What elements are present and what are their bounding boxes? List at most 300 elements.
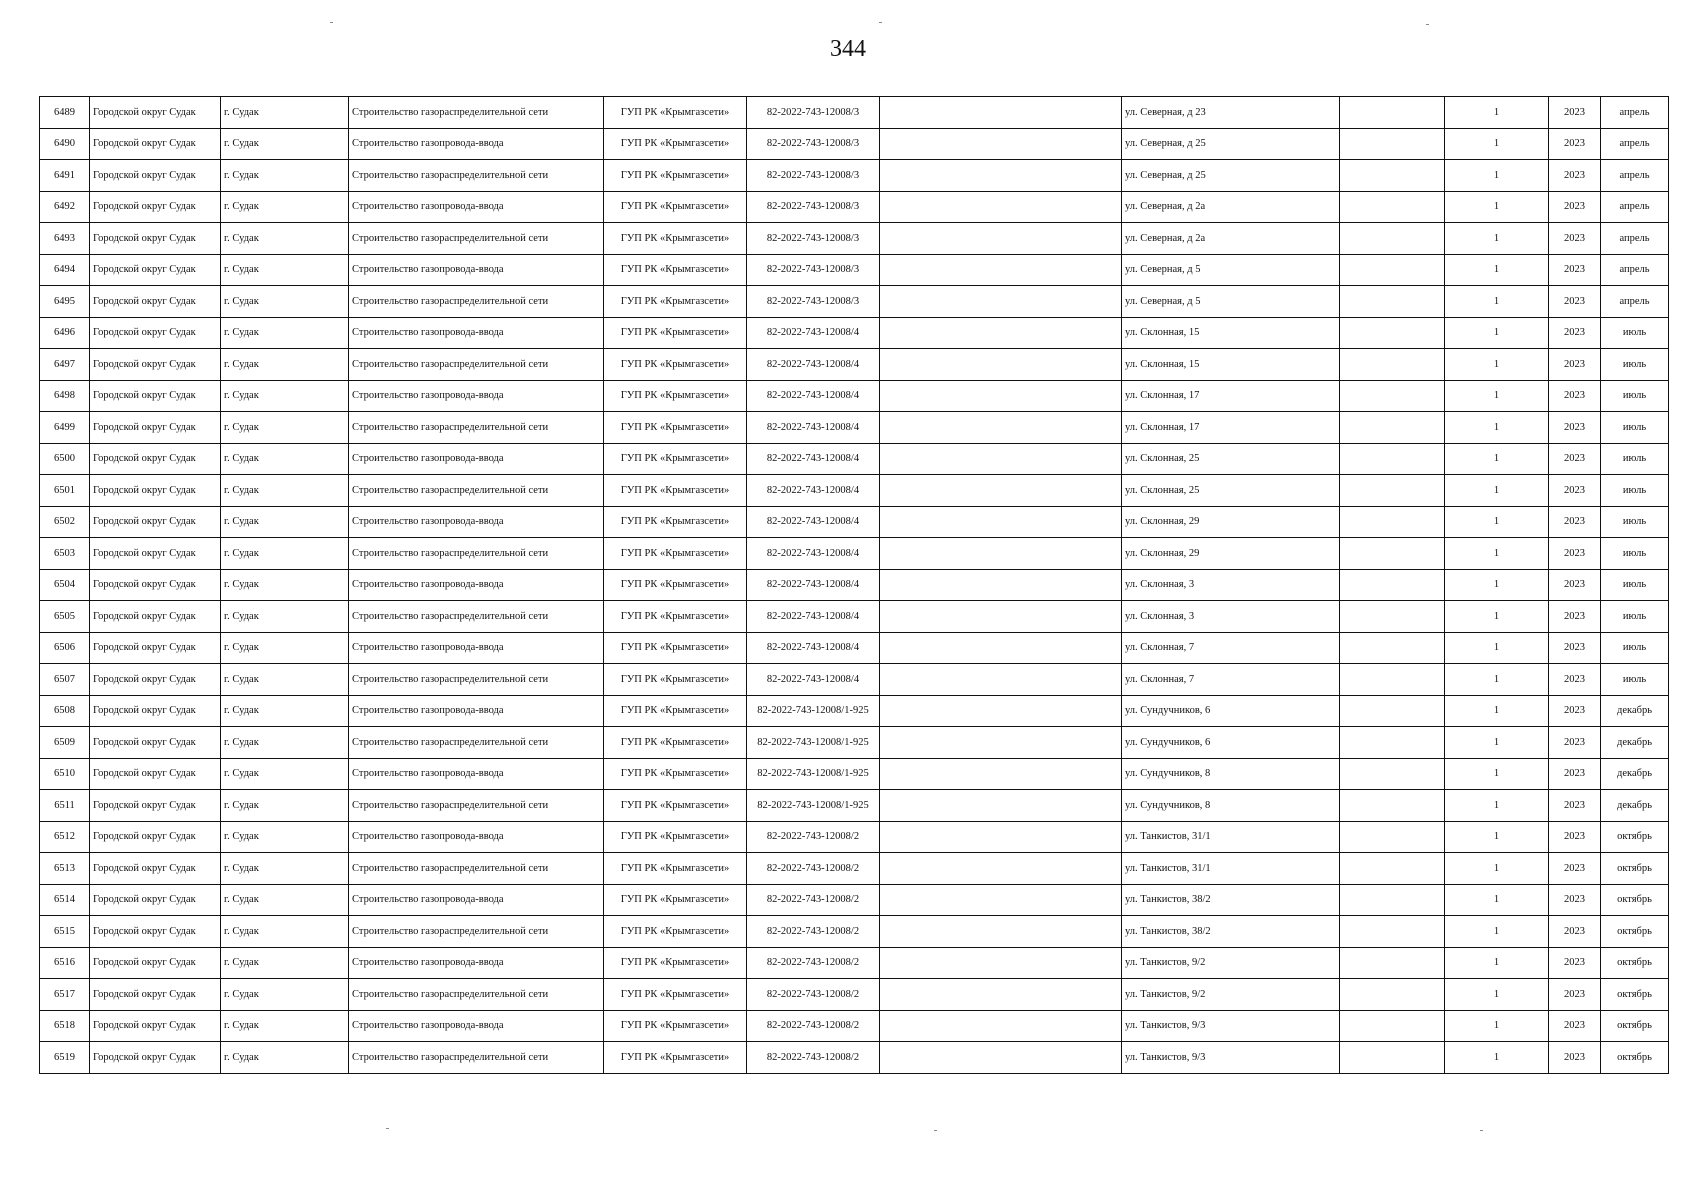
- address-cell: ул. Склонная, 17: [1122, 380, 1340, 412]
- project-code-cell: 82-2022-743-12008/2: [747, 1042, 880, 1074]
- quantity-cell: 1: [1445, 1010, 1549, 1042]
- address-cell: ул. Склонная, 29: [1122, 506, 1340, 538]
- extra-cell: [1340, 191, 1445, 223]
- address-cell: ул. Танкистов, 9/2: [1122, 947, 1340, 979]
- month-cell: октябрь: [1601, 853, 1669, 885]
- quantity-cell: 1: [1445, 695, 1549, 727]
- year-cell: 2023: [1549, 286, 1601, 318]
- quantity-cell: 1: [1445, 349, 1549, 381]
- organization-cell: ГУП РК «Крымгазсети»: [604, 538, 747, 570]
- project-code-cell: 82-2022-743-12008/2: [747, 947, 880, 979]
- project-code-cell: 82-2022-743-12008/2: [747, 821, 880, 853]
- page-number: 344: [830, 36, 866, 62]
- organization-cell: ГУП РК «Крымгазсети»: [604, 727, 747, 759]
- work-type-cell: Строительство газопровода-ввода: [349, 758, 604, 790]
- row-number: 6509: [40, 727, 90, 759]
- table-row: [40, 160, 1669, 192]
- month-cell: апрель: [1601, 191, 1669, 223]
- municipality-cell: Городской округ Судак: [90, 695, 221, 727]
- row-number: 6490: [40, 128, 90, 160]
- month-cell: июль: [1601, 538, 1669, 570]
- quantity-cell: 1: [1445, 538, 1549, 570]
- table-row: [40, 443, 1669, 475]
- month-cell: октябрь: [1601, 884, 1669, 916]
- work-type-cell: Строительство газопровода-ввода: [349, 191, 604, 223]
- table-row: [40, 695, 1669, 727]
- table-row: [40, 601, 1669, 633]
- extra-cell: [1340, 853, 1445, 885]
- work-type-cell: Строительство газораспределительной сети: [349, 790, 604, 822]
- note-cell: [880, 979, 1122, 1011]
- month-cell: июль: [1601, 569, 1669, 601]
- note-cell: [880, 664, 1122, 696]
- quantity-cell: 1: [1445, 947, 1549, 979]
- organization-cell: ГУП РК «Крымгазсети»: [604, 947, 747, 979]
- table-row: [40, 884, 1669, 916]
- work-type-cell: Строительство газопровода-ввода: [349, 947, 604, 979]
- month-cell: июль: [1601, 601, 1669, 633]
- organization-cell: ГУП РК «Крымгазсети»: [604, 254, 747, 286]
- address-cell: ул. Склонная, 7: [1122, 664, 1340, 696]
- month-cell: декабрь: [1601, 695, 1669, 727]
- note-cell: [880, 380, 1122, 412]
- row-number: 6503: [40, 538, 90, 570]
- project-code-cell: 82-2022-743-12008/1-925: [747, 727, 880, 759]
- scan-speck: [330, 22, 333, 23]
- register-body: [40, 97, 1669, 1074]
- quantity-cell: 1: [1445, 601, 1549, 633]
- locality-cell: г. Судак: [221, 506, 349, 538]
- table-row: [40, 916, 1669, 948]
- address-cell: ул. Танкистов, 38/2: [1122, 884, 1340, 916]
- table-row: [40, 979, 1669, 1011]
- row-number: 6489: [40, 97, 90, 129]
- organization-cell: ГУП РК «Крымгазсети»: [604, 632, 747, 664]
- work-type-cell: Строительство газораспределительной сети: [349, 286, 604, 318]
- extra-cell: [1340, 380, 1445, 412]
- note-cell: [880, 884, 1122, 916]
- extra-cell: [1340, 758, 1445, 790]
- locality-cell: г. Судак: [221, 223, 349, 255]
- year-cell: 2023: [1549, 569, 1601, 601]
- municipality-cell: Городской округ Судак: [90, 254, 221, 286]
- quantity-cell: 1: [1445, 727, 1549, 759]
- organization-cell: ГУП РК «Крымгазсети»: [604, 695, 747, 727]
- address-cell: ул. Склонная, 25: [1122, 475, 1340, 507]
- locality-cell: г. Судак: [221, 790, 349, 822]
- organization-cell: ГУП РК «Крымгазсети»: [604, 664, 747, 696]
- locality-cell: г. Судак: [221, 695, 349, 727]
- row-number: 6494: [40, 254, 90, 286]
- row-number: 6507: [40, 664, 90, 696]
- row-number: 6493: [40, 223, 90, 255]
- project-code-cell: 82-2022-743-12008/4: [747, 380, 880, 412]
- extra-cell: [1340, 286, 1445, 318]
- extra-cell: [1340, 412, 1445, 444]
- work-type-cell: Строительство газораспределительной сети: [349, 349, 604, 381]
- note-cell: [880, 758, 1122, 790]
- year-cell: 2023: [1549, 349, 1601, 381]
- address-cell: ул. Танкистов, 9/3: [1122, 1042, 1340, 1074]
- table-row: [40, 1010, 1669, 1042]
- locality-cell: г. Судак: [221, 947, 349, 979]
- row-number: 6513: [40, 853, 90, 885]
- project-code-cell: 82-2022-743-12008/4: [747, 538, 880, 570]
- municipality-cell: Городской округ Судак: [90, 286, 221, 318]
- organization-cell: ГУП РК «Крымгазсети»: [604, 979, 747, 1011]
- work-type-cell: Строительство газораспределительной сети: [349, 1042, 604, 1074]
- year-cell: 2023: [1549, 790, 1601, 822]
- organization-cell: ГУП РК «Крымгазсети»: [604, 475, 747, 507]
- address-cell: ул. Танкистов, 9/3: [1122, 1010, 1340, 1042]
- work-type-cell: Строительство газопровода-ввода: [349, 821, 604, 853]
- scan-speck: [1480, 1130, 1483, 1131]
- work-type-cell: Строительство газораспределительной сети: [349, 664, 604, 696]
- work-type-cell: Строительство газораспределительной сети: [349, 916, 604, 948]
- locality-cell: г. Судак: [221, 380, 349, 412]
- municipality-cell: Городской округ Судак: [90, 506, 221, 538]
- organization-cell: ГУП РК «Крымгазсети»: [604, 191, 747, 223]
- extra-cell: [1340, 979, 1445, 1011]
- organization-cell: ГУП РК «Крымгазсети»: [604, 506, 747, 538]
- locality-cell: г. Судак: [221, 601, 349, 633]
- municipality-cell: Городской округ Судак: [90, 128, 221, 160]
- address-cell: ул. Северная, д 25: [1122, 128, 1340, 160]
- organization-cell: ГУП РК «Крымгазсети»: [604, 380, 747, 412]
- work-type-cell: Строительство газопровода-ввода: [349, 695, 604, 727]
- note-cell: [880, 317, 1122, 349]
- month-cell: декабрь: [1601, 790, 1669, 822]
- extra-cell: [1340, 223, 1445, 255]
- month-cell: октябрь: [1601, 916, 1669, 948]
- quantity-cell: 1: [1445, 191, 1549, 223]
- organization-cell: ГУП РК «Крымгазсети»: [604, 1042, 747, 1074]
- address-cell: ул. Северная, д 2а: [1122, 223, 1340, 255]
- note-cell: [880, 538, 1122, 570]
- row-number: 6515: [40, 916, 90, 948]
- table-row: [40, 947, 1669, 979]
- locality-cell: г. Судак: [221, 128, 349, 160]
- locality-cell: г. Судак: [221, 632, 349, 664]
- address-cell: ул. Танкистов, 31/1: [1122, 853, 1340, 885]
- note-cell: [880, 506, 1122, 538]
- extra-cell: [1340, 506, 1445, 538]
- row-number: 6505: [40, 601, 90, 633]
- table-row: [40, 569, 1669, 601]
- row-number: 6497: [40, 349, 90, 381]
- locality-cell: г. Судак: [221, 97, 349, 129]
- month-cell: декабрь: [1601, 727, 1669, 759]
- extra-cell: [1340, 695, 1445, 727]
- extra-cell: [1340, 916, 1445, 948]
- extra-cell: [1340, 884, 1445, 916]
- work-type-cell: Строительство газораспределительной сети: [349, 601, 604, 633]
- project-code-cell: 82-2022-743-12008/3: [747, 254, 880, 286]
- year-cell: 2023: [1549, 947, 1601, 979]
- municipality-cell: Городской округ Судак: [90, 1010, 221, 1042]
- row-number: 6498: [40, 380, 90, 412]
- year-cell: 2023: [1549, 695, 1601, 727]
- address-cell: ул. Сундучников, 8: [1122, 790, 1340, 822]
- address-cell: ул. Склонная, 7: [1122, 632, 1340, 664]
- row-number: 6492: [40, 191, 90, 223]
- extra-cell: [1340, 128, 1445, 160]
- year-cell: 2023: [1549, 160, 1601, 192]
- locality-cell: г. Судак: [221, 853, 349, 885]
- year-cell: 2023: [1549, 254, 1601, 286]
- table-row: [40, 191, 1669, 223]
- scan-speck: [879, 22, 882, 23]
- address-cell: ул. Сундучников, 6: [1122, 727, 1340, 759]
- address-cell: ул. Танкистов, 38/2: [1122, 916, 1340, 948]
- note-cell: [880, 475, 1122, 507]
- month-cell: июль: [1601, 380, 1669, 412]
- municipality-cell: Городской округ Судак: [90, 191, 221, 223]
- year-cell: 2023: [1549, 191, 1601, 223]
- quantity-cell: 1: [1445, 506, 1549, 538]
- project-code-cell: 82-2022-743-12008/4: [747, 601, 880, 633]
- table-row: [40, 821, 1669, 853]
- extra-cell: [1340, 538, 1445, 570]
- extra-cell: [1340, 821, 1445, 853]
- row-number: 6511: [40, 790, 90, 822]
- register-table: [39, 96, 1669, 1074]
- row-number: 6495: [40, 286, 90, 318]
- quantity-cell: 1: [1445, 223, 1549, 255]
- municipality-cell: Городской округ Судак: [90, 979, 221, 1011]
- extra-cell: [1340, 475, 1445, 507]
- municipality-cell: Городской округ Судак: [90, 412, 221, 444]
- project-code-cell: 82-2022-743-12008/2: [747, 853, 880, 885]
- project-code-cell: 82-2022-743-12008/3: [747, 160, 880, 192]
- quantity-cell: 1: [1445, 380, 1549, 412]
- extra-cell: [1340, 443, 1445, 475]
- month-cell: июль: [1601, 475, 1669, 507]
- extra-cell: [1340, 1010, 1445, 1042]
- municipality-cell: Городской округ Судак: [90, 97, 221, 129]
- municipality-cell: Городской округ Судак: [90, 853, 221, 885]
- month-cell: апрель: [1601, 223, 1669, 255]
- work-type-cell: Строительство газопровода-ввода: [349, 506, 604, 538]
- month-cell: декабрь: [1601, 758, 1669, 790]
- note-cell: [880, 223, 1122, 255]
- quantity-cell: 1: [1445, 916, 1549, 948]
- project-code-cell: 82-2022-743-12008/4: [747, 664, 880, 696]
- locality-cell: г. Судак: [221, 349, 349, 381]
- municipality-cell: Городской округ Судак: [90, 727, 221, 759]
- note-cell: [880, 128, 1122, 160]
- quantity-cell: 1: [1445, 569, 1549, 601]
- locality-cell: г. Судак: [221, 160, 349, 192]
- organization-cell: ГУП РК «Крымгазсети»: [604, 443, 747, 475]
- extra-cell: [1340, 569, 1445, 601]
- project-code-cell: 82-2022-743-12008/4: [747, 569, 880, 601]
- scan-speck: [1426, 24, 1429, 25]
- work-type-cell: Строительство газопровода-ввода: [349, 632, 604, 664]
- organization-cell: ГУП РК «Крымгазсети»: [604, 601, 747, 633]
- work-type-cell: Строительство газопровода-ввода: [349, 128, 604, 160]
- project-code-cell: 82-2022-743-12008/4: [747, 632, 880, 664]
- address-cell: ул. Склонная, 25: [1122, 443, 1340, 475]
- municipality-cell: Городской округ Судак: [90, 916, 221, 948]
- year-cell: 2023: [1549, 727, 1601, 759]
- organization-cell: ГУП РК «Крымгазсети»: [604, 160, 747, 192]
- locality-cell: г. Судак: [221, 727, 349, 759]
- work-type-cell: Строительство газораспределительной сети: [349, 979, 604, 1011]
- address-cell: ул. Склонная, 3: [1122, 601, 1340, 633]
- row-number: 6514: [40, 884, 90, 916]
- table-row: [40, 632, 1669, 664]
- locality-cell: г. Судак: [221, 254, 349, 286]
- locality-cell: г. Судак: [221, 569, 349, 601]
- organization-cell: ГУП РК «Крымгазсети»: [604, 412, 747, 444]
- locality-cell: г. Судак: [221, 821, 349, 853]
- locality-cell: г. Судак: [221, 1042, 349, 1074]
- address-cell: ул. Сундучников, 6: [1122, 695, 1340, 727]
- project-code-cell: 82-2022-743-12008/2: [747, 884, 880, 916]
- project-code-cell: 82-2022-743-12008/3: [747, 191, 880, 223]
- project-code-cell: 82-2022-743-12008/2: [747, 916, 880, 948]
- quantity-cell: 1: [1445, 97, 1549, 129]
- row-number: 6491: [40, 160, 90, 192]
- month-cell: июль: [1601, 317, 1669, 349]
- table-row: [40, 853, 1669, 885]
- month-cell: июль: [1601, 349, 1669, 381]
- extra-cell: [1340, 790, 1445, 822]
- note-cell: [880, 569, 1122, 601]
- locality-cell: г. Судак: [221, 1010, 349, 1042]
- work-type-cell: Строительство газораспределительной сети: [349, 727, 604, 759]
- note-cell: [880, 160, 1122, 192]
- quantity-cell: 1: [1445, 632, 1549, 664]
- work-type-cell: Строительство газораспределительной сети: [349, 475, 604, 507]
- municipality-cell: Городской округ Судак: [90, 349, 221, 381]
- quantity-cell: 1: [1445, 160, 1549, 192]
- year-cell: 2023: [1549, 443, 1601, 475]
- month-cell: апрель: [1601, 254, 1669, 286]
- note-cell: [880, 286, 1122, 318]
- note-cell: [880, 632, 1122, 664]
- note-cell: [880, 1042, 1122, 1074]
- project-code-cell: 82-2022-743-12008/1-925: [747, 695, 880, 727]
- organization-cell: ГУП РК «Крымгазсети»: [604, 286, 747, 318]
- month-cell: июль: [1601, 412, 1669, 444]
- table-row: [40, 664, 1669, 696]
- organization-cell: ГУП РК «Крымгазсети»: [604, 317, 747, 349]
- work-type-cell: Строительство газопровода-ввода: [349, 254, 604, 286]
- work-type-cell: Строительство газопровода-ввода: [349, 884, 604, 916]
- organization-cell: ГУП РК «Крымгазсети»: [604, 853, 747, 885]
- month-cell: июль: [1601, 443, 1669, 475]
- project-code-cell: 82-2022-743-12008/4: [747, 443, 880, 475]
- month-cell: апрель: [1601, 97, 1669, 129]
- municipality-cell: Городской округ Судак: [90, 443, 221, 475]
- municipality-cell: Городской округ Судак: [90, 317, 221, 349]
- project-code-cell: 82-2022-743-12008/3: [747, 286, 880, 318]
- extra-cell: [1340, 664, 1445, 696]
- note-cell: [880, 1010, 1122, 1042]
- year-cell: 2023: [1549, 317, 1601, 349]
- row-number: 6504: [40, 569, 90, 601]
- locality-cell: г. Судак: [221, 191, 349, 223]
- table-row: [40, 317, 1669, 349]
- extra-cell: [1340, 317, 1445, 349]
- work-type-cell: Строительство газораспределительной сети: [349, 97, 604, 129]
- note-cell: [880, 727, 1122, 759]
- locality-cell: г. Судак: [221, 412, 349, 444]
- row-number: 6499: [40, 412, 90, 444]
- year-cell: 2023: [1549, 223, 1601, 255]
- extra-cell: [1340, 349, 1445, 381]
- work-type-cell: Строительство газопровода-ввода: [349, 317, 604, 349]
- work-type-cell: Строительство газораспределительной сети: [349, 538, 604, 570]
- quantity-cell: 1: [1445, 443, 1549, 475]
- row-number: 6502: [40, 506, 90, 538]
- month-cell: июль: [1601, 506, 1669, 538]
- organization-cell: ГУП РК «Крымгазсети»: [604, 1010, 747, 1042]
- project-code-cell: 82-2022-743-12008/4: [747, 412, 880, 444]
- address-cell: ул. Северная, д 5: [1122, 286, 1340, 318]
- address-cell: ул. Северная, д 2а: [1122, 191, 1340, 223]
- organization-cell: ГУП РК «Крымгазсети»: [604, 97, 747, 129]
- quantity-cell: 1: [1445, 475, 1549, 507]
- municipality-cell: Городской округ Судак: [90, 538, 221, 570]
- year-cell: 2023: [1549, 380, 1601, 412]
- year-cell: 2023: [1549, 632, 1601, 664]
- year-cell: 2023: [1549, 97, 1601, 129]
- project-code-cell: 82-2022-743-12008/1-925: [747, 758, 880, 790]
- organization-cell: ГУП РК «Крымгазсети»: [604, 790, 747, 822]
- table-row: [40, 128, 1669, 160]
- work-type-cell: Строительство газораспределительной сети: [349, 412, 604, 444]
- organization-cell: ГУП РК «Крымгазсети»: [604, 884, 747, 916]
- locality-cell: г. Судак: [221, 475, 349, 507]
- organization-cell: ГУП РК «Крымгазсети»: [604, 758, 747, 790]
- work-type-cell: Строительство газопровода-ввода: [349, 443, 604, 475]
- address-cell: ул. Сундучников, 8: [1122, 758, 1340, 790]
- month-cell: октябрь: [1601, 1010, 1669, 1042]
- municipality-cell: Городской округ Судак: [90, 632, 221, 664]
- year-cell: 2023: [1549, 601, 1601, 633]
- municipality-cell: Городской округ Судак: [90, 475, 221, 507]
- quantity-cell: 1: [1445, 412, 1549, 444]
- row-number: 6510: [40, 758, 90, 790]
- month-cell: октябрь: [1601, 979, 1669, 1011]
- locality-cell: г. Судак: [221, 286, 349, 318]
- quantity-cell: 1: [1445, 254, 1549, 286]
- work-type-cell: Строительство газопровода-ввода: [349, 569, 604, 601]
- table-row: [40, 475, 1669, 507]
- municipality-cell: Городской округ Судак: [90, 160, 221, 192]
- note-cell: [880, 254, 1122, 286]
- table-row: [40, 286, 1669, 318]
- work-type-cell: Строительство газораспределительной сети: [349, 160, 604, 192]
- address-cell: ул. Северная, д 23: [1122, 97, 1340, 129]
- table-row: [40, 97, 1669, 129]
- municipality-cell: Городской округ Судак: [90, 223, 221, 255]
- address-cell: ул. Танкистов, 31/1: [1122, 821, 1340, 853]
- locality-cell: г. Судак: [221, 758, 349, 790]
- municipality-cell: Городской округ Судак: [90, 947, 221, 979]
- extra-cell: [1340, 601, 1445, 633]
- table-row: [40, 538, 1669, 570]
- month-cell: октябрь: [1601, 821, 1669, 853]
- organization-cell: ГУП РК «Крымгазсети»: [604, 349, 747, 381]
- year-cell: 2023: [1549, 475, 1601, 507]
- extra-cell: [1340, 254, 1445, 286]
- municipality-cell: Городской округ Судак: [90, 1042, 221, 1074]
- year-cell: 2023: [1549, 1010, 1601, 1042]
